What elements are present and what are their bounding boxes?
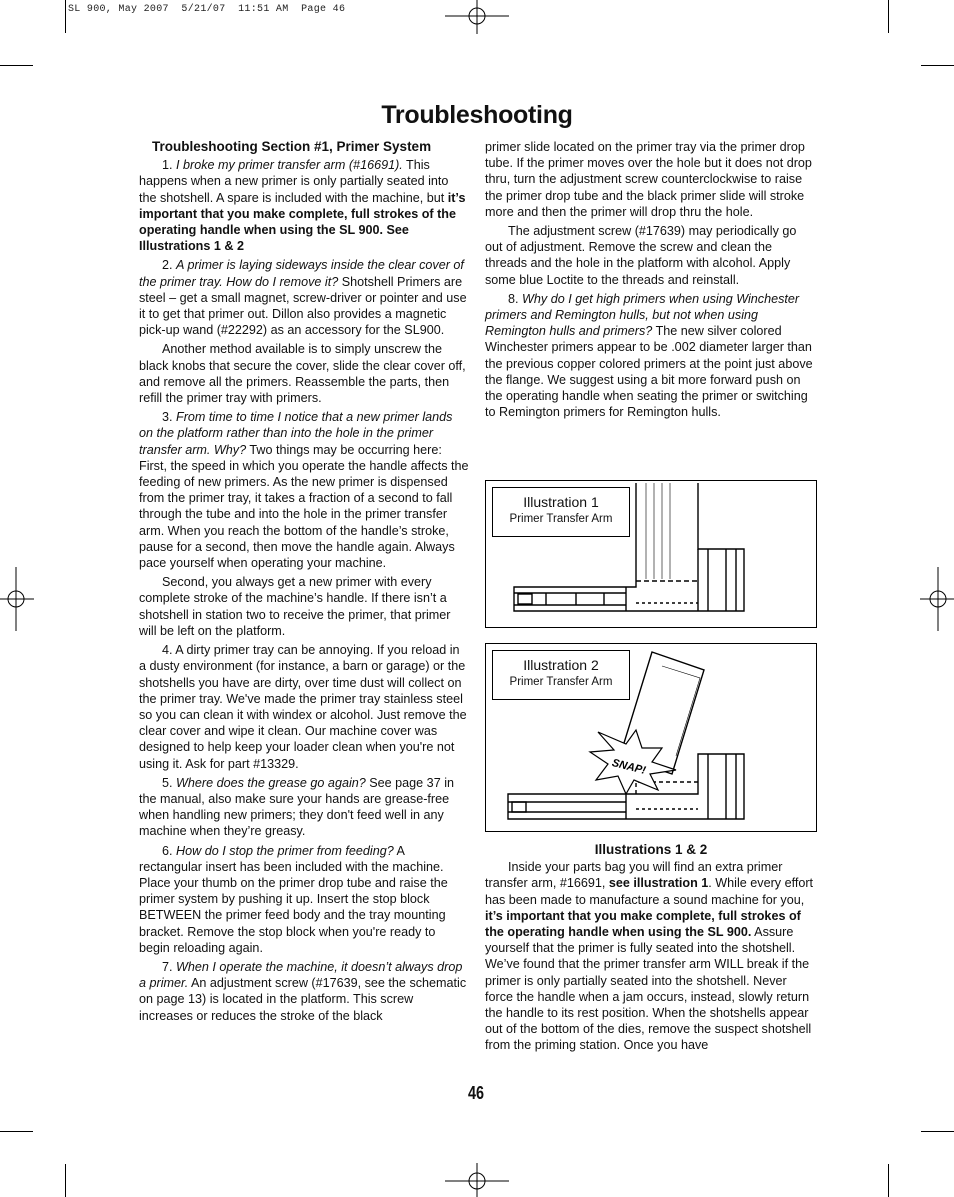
registration-mark-icon xyxy=(0,567,34,631)
page-title: Troubleshooting xyxy=(381,101,573,129)
answer: The new silver colored Winchester primers appear to be .002 diameter larger than the previous copper colored primers at the point just above the flange. We suggest using a bit more forward push on the operating handle when seating the primer or switching to Remington primers for Remington hulls. xyxy=(485,324,813,420)
paragraph: primer slide located on the primer tray via the primer drop tube. If the primer moves over the hole but it does not drop thru, turn the adjustment screw counterclockwise to raise the primer drop tube and the black primer slide will stroke more and then the primer will drop thru the hole. xyxy=(485,140,812,219)
item-number: 5. xyxy=(162,775,177,790)
faq-item xyxy=(139,775,469,840)
section-heading: Troubleshooting Section #1, Primer System xyxy=(152,139,432,154)
crop-mark xyxy=(65,0,66,33)
crop-mark xyxy=(0,1131,33,1132)
section-heading: Illustrations 1 & 2 xyxy=(594,842,708,857)
faq-item xyxy=(139,157,469,254)
question: I broke my primer transfer arm (#16691). xyxy=(176,158,403,173)
text: . While every effort has been made to manufacture a sound machine for you, xyxy=(485,876,814,907)
paragraph: Second, you always get a new primer with every complete stroke of the machine’s handle. If there isn’t a shotshell in station two to receive the primer, that primer will be left on the platform. xyxy=(139,575,451,638)
question: How do I stop the primer from feeding? xyxy=(176,843,394,858)
faq-item: 4. A dirty primer tray can be annoying. If you reload in a dusty environment (for instance, a barn or garage) or the shotshells you have are dirty, over time dust will collect on the primer tray. We've made the primer tray stainless steel so you can clean it with windex or alcohol. Just remove the clear cover and wipe it clean. Our machine cover was designed to help keep your loader clean when you're not using it. Ask for part #13329. xyxy=(139,643,467,771)
crop-mark xyxy=(888,1164,889,1197)
paragraph: The adjustment screw (#17639) may periodically go out of adjustment. Remove the screw and clean the threads and the hole in the platform with alcohol. Apply some blue Loctite to the threads and reinstall. xyxy=(485,224,797,287)
faq-item xyxy=(139,257,469,338)
item-number: 8. xyxy=(508,291,523,306)
registration-mark-icon xyxy=(445,1163,509,1197)
question: Where does the grease go again? xyxy=(176,775,366,790)
page-number: 46 xyxy=(468,1083,485,1103)
item-number: 7. xyxy=(162,959,177,974)
answer: Shotshell Primers are steel – get a small magnet, screw-driver or pointer and use it to get that primer out. Dillon also provides a magnetic pick-up wand (#22292) as an accessory for the SL900. xyxy=(139,274,467,338)
right-column xyxy=(485,139,817,420)
snap-label: SNAP! xyxy=(610,757,647,777)
illustration-2 xyxy=(485,643,817,832)
faq-item xyxy=(139,843,469,956)
question: When I operate the machine, it doesn’t always drop a primer. xyxy=(139,959,463,991)
answer: A rectangular insert has been included with the machine. Place your thumb on the primer drop tube and raise the primer system by pushing it up. Insert the stop block BETWEEN the primer feed body and the tray mounting bracket. Remove the stop block when you're ready to begin reloading again. xyxy=(139,843,448,955)
answer: This happens when a new primer is only partially seated into the shotshell. A spare is included with the machine, but xyxy=(139,158,449,205)
faq-item xyxy=(485,291,817,421)
item-number: 2. xyxy=(162,258,177,273)
text: Inside your parts bag you will find an extra primer transfer arm, #16691, xyxy=(485,860,783,891)
emphasis: see illustration 1 xyxy=(608,876,709,891)
illustration-subtitle: Primer Transfer Arm xyxy=(509,676,613,688)
item-number: 6. xyxy=(162,843,177,858)
answer: Two things may be occurring here: First, the speed in which you operate the handle affects the feeding of new primers. As the new primer is dispensed from the primer tray, it takes a fraction of a second to fall through the tube and into the hole in the primer transfer arm. When you reach the bottom of the handle’s stroke, pause for a second, then move the handle again. Always pace yourself when operating your machine. xyxy=(139,442,469,571)
crop-mark xyxy=(0,65,33,66)
illustration-subtitle: Primer Transfer Arm xyxy=(509,513,613,525)
question: Why do I get high primers when using Winchester primers and Remington hulls, but not when using Remington hulls and primers? xyxy=(485,291,800,339)
illustration-1 xyxy=(485,480,817,628)
answer: An adjustment screw (#17639, see the schematic on page 13) is located in the platform. This screw increases or reduces the stroke of the black xyxy=(139,976,467,1023)
item-number: 3. xyxy=(162,410,177,425)
crop-mark xyxy=(65,1164,66,1197)
text: Assure yourself that the primer is fully seated into the shotshell. We’ve found that the primer transfer arm WILL break if the primer is only partially seated into the shotshell. Never force the handle when a jam occurs, instead, slowly return the handle to its rest position. When the shotshells appear out of the bottom of the dies, remove the suspect shotshell from the priming station. Once you have xyxy=(485,925,812,1053)
registration-mark-icon xyxy=(920,567,954,631)
question: A primer is laying sideways inside the clear cover of the primer tray. How do I remove it? xyxy=(139,258,464,289)
faq-item xyxy=(139,959,469,1024)
registration-mark-icon xyxy=(445,0,509,34)
answer: See page 37 in the manual, also make sure your hands are grease-free when handling new primers; they don't feed well in any machine when they’re greasy. xyxy=(139,775,454,839)
emphasis: it’s important that you make complete, full strokes of the operating handle when using the SL 900. xyxy=(485,908,801,940)
crop-mark xyxy=(921,1131,954,1132)
illustration-title: Illustration 1 xyxy=(523,494,599,510)
item-number: 1. xyxy=(162,158,177,173)
answer-emphasis: it’s important that you make complete, full strokes of the operating handle when using the SL 900. See Illustrations 1 & 2 xyxy=(139,190,466,254)
illustration-legend xyxy=(492,650,630,700)
paragraph: Another method available is to simply unscrew the black knobs that secure the cover, slide the clear cover off, and remove all the primers. Reassemble the parts, then refill the primer tray with primers. xyxy=(139,342,466,406)
illustration-legend xyxy=(492,487,630,537)
faq-item xyxy=(139,409,469,571)
crop-mark xyxy=(888,0,889,33)
crop-mark xyxy=(921,65,954,66)
left-column xyxy=(139,139,469,1024)
illustrations-section xyxy=(485,842,817,1054)
illustration-title: Illustration 2 xyxy=(523,657,599,673)
question: From time to time I notice that a new primer lands on the platform rather than into the hole in the primer transfer arm. Why? xyxy=(139,410,453,457)
print-slug: SL 900, May 2007 5/21/07 11:51 AM Page 46 xyxy=(68,4,346,15)
paragraph xyxy=(485,859,817,1053)
